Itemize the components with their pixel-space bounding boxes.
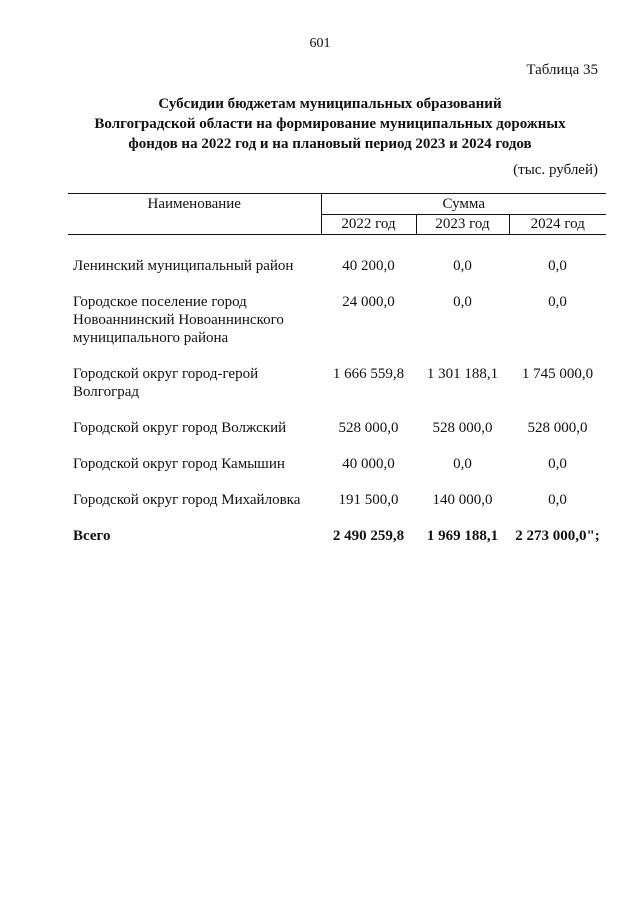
table-row (68, 347, 606, 401)
row-name: Ленинский муниципальный район (73, 258, 294, 274)
row-value-2024: 0,0 (548, 456, 567, 472)
units-label: (тыс. рублей) (513, 162, 598, 178)
row-value-2024: 0,0 (548, 492, 567, 508)
row-value-2023: 140 000,0 (432, 492, 493, 508)
row-value-2022: 528 000,0 (338, 420, 399, 436)
table-row (68, 437, 606, 473)
total-label: Всего (73, 528, 111, 544)
table-row (68, 401, 606, 437)
column-header-year: 2022 год (321, 215, 416, 235)
column-header-year: 2024 год (509, 215, 606, 235)
row-value-2024: 0,0 (548, 294, 567, 310)
table-row (68, 235, 606, 276)
row-value-2023: 528 000,0 (432, 420, 493, 436)
row-name: Городской округ город Михайловка (73, 492, 301, 508)
table-row (68, 473, 606, 509)
row-value-2024: 1 745 000,0 (521, 366, 594, 382)
total-value-2022: 2 490 259,8 (332, 528, 405, 544)
row-value-2024: 0,0 (548, 258, 567, 274)
row-value-2023: 0,0 (453, 456, 472, 472)
column-header-name: Наименование (68, 194, 321, 235)
column-header-sum: Сумма (321, 194, 606, 215)
column-header-year: 2023 год (416, 215, 509, 235)
table-row (68, 275, 606, 347)
row-value-2023: 1 301 188,1 (426, 366, 499, 382)
row-value-2023: 0,0 (453, 294, 472, 310)
row-value-2024: 528 000,0 (527, 420, 588, 436)
title-line: Субсидии бюджетам муниципальных образований (158, 96, 502, 112)
row-name: Городской округ город-герой Волгоград (73, 366, 259, 400)
page-number: 601 (309, 36, 331, 51)
row-value-2022: 40 200,0 (342, 258, 395, 274)
row-value-2022: 1 666 559,8 (332, 366, 405, 382)
row-value-2023: 0,0 (453, 258, 472, 274)
title-line: Волгоградской области на формирование муниципальных дорожных (94, 116, 566, 132)
subsidy-table (68, 193, 606, 545)
row-name: Городской округ город Волжский (73, 420, 287, 436)
row-name: Городское поселение город Новоаннинский Новоаннинского муниципального района (73, 294, 284, 346)
row-value-2022: 191 500,0 (338, 492, 399, 508)
total-value-2023: 1 969 188,1 (426, 528, 499, 544)
row-name: Городской округ город Камышин (73, 456, 285, 472)
row-value-2022: 24 000,0 (342, 294, 395, 310)
table-label: Таблица 35 (526, 62, 598, 78)
row-value-2022: 40 000,0 (342, 456, 395, 472)
title-line: фондов на 2022 год и на плановый период 2023 и 2024 годов (128, 136, 532, 152)
document-title (60, 94, 600, 154)
table-total-row (68, 509, 606, 545)
total-value-2024: 2 273 000,0"; (515, 528, 600, 544)
